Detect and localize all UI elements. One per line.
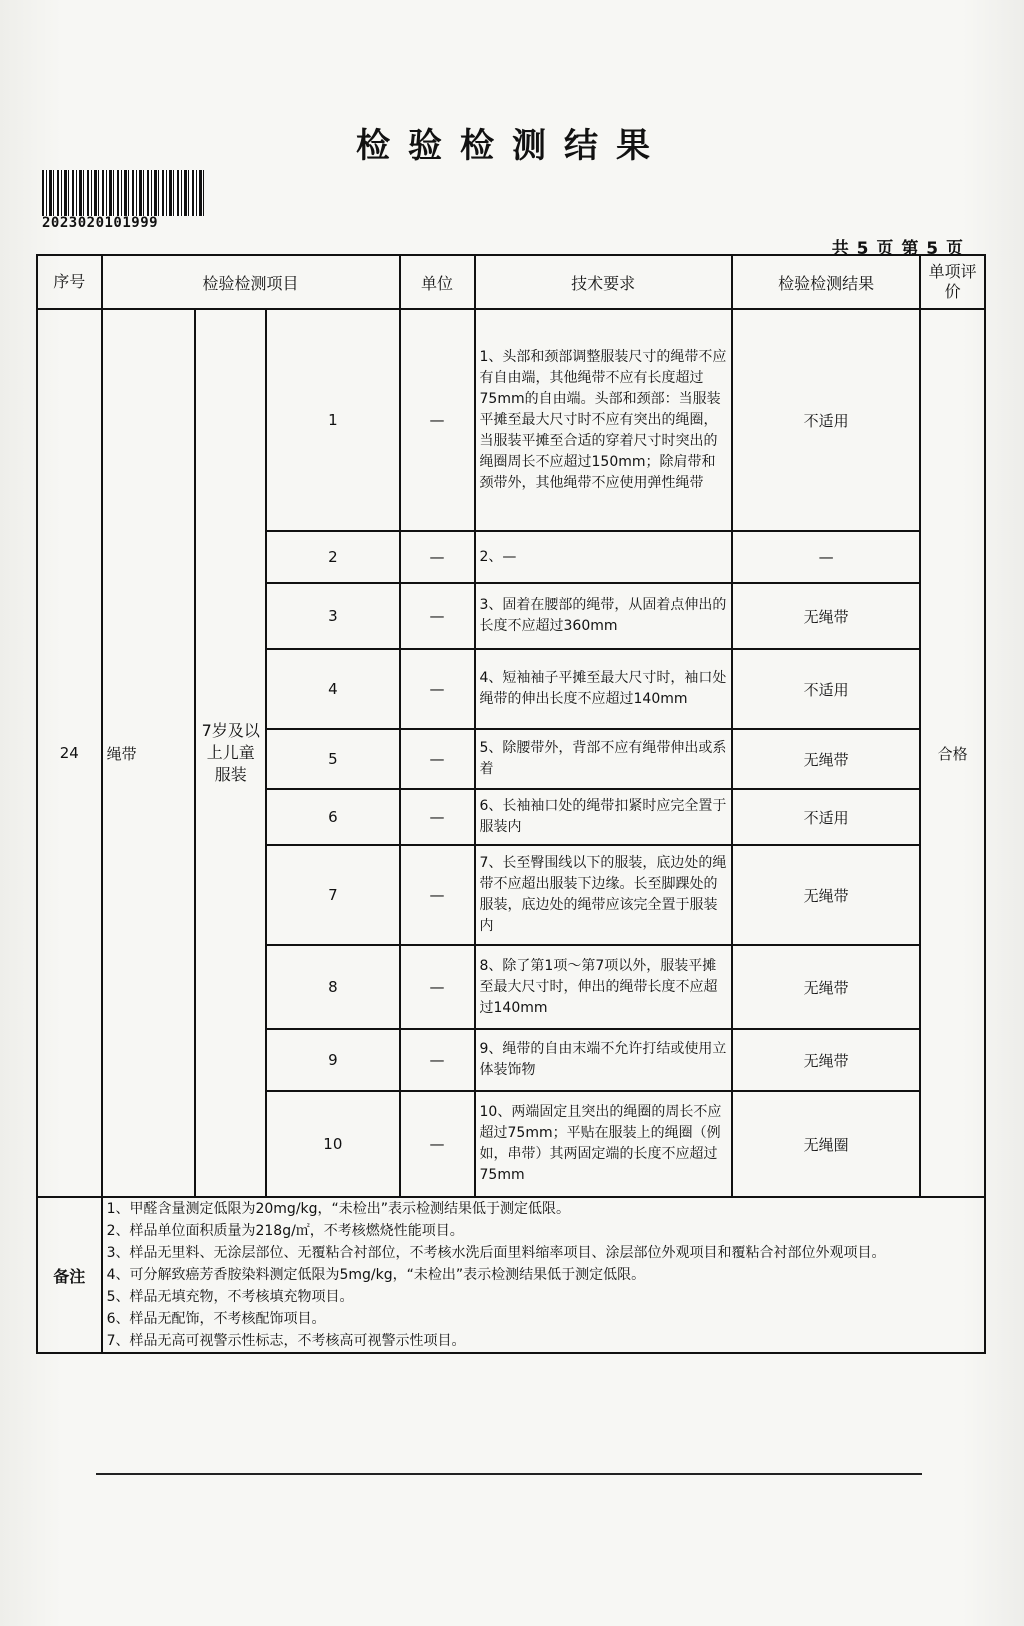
page-title: 检验检测结果 (356, 126, 668, 166)
subitem-number: 4 (266, 649, 399, 729)
header-requirement: 技术要求 (475, 255, 732, 309)
subitem-requirement: 3、固着在腰部的绳带，从固着点伸出的长度不应超过360mm (475, 583, 732, 649)
subitem-requirement: 4、短袖袖子平摊至最大尺寸时，袖口处绳带的伸出长度不应超过140mm (475, 649, 732, 729)
subitem-result: 不适用 (732, 649, 921, 729)
subitem-unit: — (400, 649, 475, 729)
header-row (37, 255, 985, 309)
subitem-unit: — (400, 1091, 475, 1197)
subitem-requirement: 10、两端固定且突出的绳圈的周长不应超过75mm；平贴在服装上的绳圈（例如，串带）其两固定端的长度不应超过75mm (475, 1091, 732, 1197)
subitem-unit: — (400, 845, 475, 945)
subitem-number: 3 (266, 583, 399, 649)
remark-line: 4、可分解致癌芳香胺染料测定低限为5mg/kg，“未检出”表示检测结果低于测定低限。 (106, 1267, 646, 1283)
subitem-result: 无绳圈 (732, 1091, 921, 1197)
subitem-result: 无绳带 (732, 945, 921, 1029)
subitem-unit: — (400, 789, 475, 845)
barcode-icon (42, 170, 204, 216)
barcode-number: 2023020101999 (42, 215, 159, 231)
footer-divider (96, 1473, 922, 1475)
header-unit: 单位 (400, 255, 475, 309)
remarks-label: 备注 (37, 1197, 102, 1353)
subitem-unit: — (400, 945, 475, 1029)
subitem-unit: — (400, 583, 475, 649)
header-seq: 序号 (37, 255, 102, 309)
subitem-number: 5 (266, 729, 399, 789)
subitem-number: 2 (266, 531, 399, 583)
subitem-requirement: 9、绳带的自由末端不允许打结或使用立体装饰物 (475, 1029, 732, 1091)
subitem-result: 不适用 (732, 309, 921, 531)
header-evaluation: 单项评价 (920, 255, 985, 309)
subitem-unit: — (400, 1029, 475, 1091)
remark-line: 7、样品无高可视警示性标志，不考核高可视警示性项目。 (106, 1333, 466, 1349)
subitem-number: 10 (266, 1091, 399, 1197)
row-seq: 24 (37, 309, 102, 1197)
subitem-result: 不适用 (732, 789, 921, 845)
table-row (37, 309, 985, 531)
remark-line: 3、样品无里料、无涂层部位、无覆粘合衬部位，不考核水洗后面里料缩率项目、涂层部位外观项目和覆粘合衬部位外观项目。 (106, 1245, 886, 1261)
subitem-requirement: 8、除了第1项～第7项以外，服装平摊至最大尺寸时，伸出的绳带长度不应超过140mm (475, 945, 732, 1029)
remarks-body (102, 1197, 985, 1353)
row-evaluation: 合格 (920, 309, 985, 1197)
subitem-unit: — (400, 309, 475, 531)
subitem-requirement: 6、长袖袖口处的绳带扣紧时应完全置于服装内 (475, 789, 732, 845)
subitem-number: 9 (266, 1029, 399, 1091)
subitem-unit: — (400, 531, 475, 583)
remark-line: 6、样品无配饰，不考核配饰项目。 (106, 1311, 326, 1327)
remark-line: 1、甲醛含量测定低限为20mg/kg，“未检出”表示检测结果低于测定低限。 (106, 1201, 571, 1217)
subitem-requirement: 5、除腰带外，背部不应有绳带伸出或系着 (475, 729, 732, 789)
subitem-number: 8 (266, 945, 399, 1029)
subitem-result: — (732, 531, 921, 583)
subitem-result: 无绳带 (732, 583, 921, 649)
subitem-requirement: 7、长至臀围线以下的服装，底边处的绳带不应超出服装下边缘。长至脚踝处的服装，底边处的绳带应该完全置于服装内 (475, 845, 732, 945)
subitem-result: 无绳带 (732, 729, 921, 789)
subitem-number: 1 (266, 309, 399, 531)
subitem-result: 无绳带 (732, 1029, 921, 1091)
header-result: 检验检测结果 (732, 255, 921, 309)
subitem-number: 6 (266, 789, 399, 845)
row-item: 绳带 (102, 309, 196, 1197)
subitem-requirement: 2、— (475, 531, 732, 583)
remarks-row (37, 1197, 985, 1353)
subitem-requirement: 1、头部和颈部调整服装尺寸的绳带不应有自由端，其他绳带不应有长度超过75mm的自由端。头部和颈部：当服装平摊至最大尺寸时不应有突出的绳圈，当服装平摊至合适的穿着尺寸时突出的绳圈周长不应超过150mm；除肩带和颈带外，其他绳带不应使用弹性绳带 (475, 309, 732, 531)
row-category: 7岁及以上儿童服装 (195, 309, 266, 1197)
results-table (36, 254, 986, 1354)
page-count: 共 5 页 第 5 页 (831, 239, 964, 259)
subitem-result: 无绳带 (732, 845, 921, 945)
subitem-unit: — (400, 729, 475, 789)
header-item: 检验检测项目 (102, 255, 400, 309)
subitem-number: 7 (266, 845, 399, 945)
remark-line: 5、样品无填充物，不考核填充物项目。 (106, 1289, 354, 1305)
remark-line: 2、样品单位面积质量为218g/㎡，不考核燃烧性能项目。 (106, 1223, 464, 1239)
